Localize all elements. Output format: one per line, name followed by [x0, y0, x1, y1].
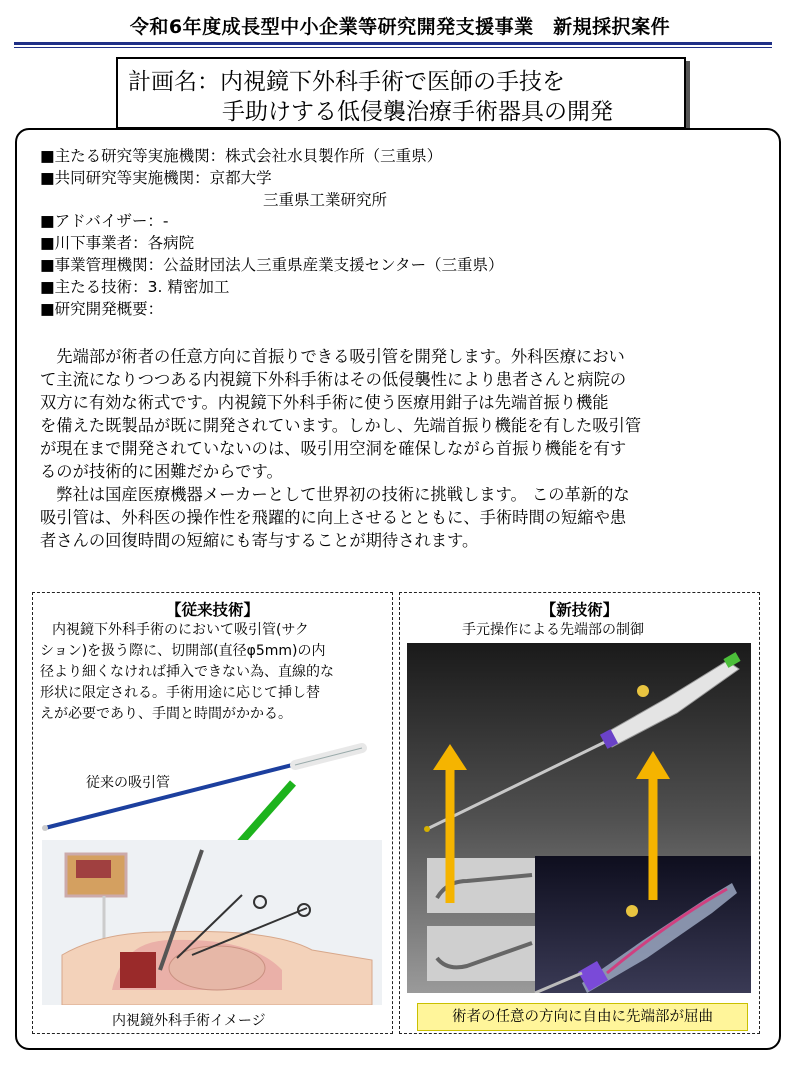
page-title: 令和6年度成長型中小企業等研究開発支援事業 新規採択案件	[129, 16, 671, 38]
info-downstream: ■川下事業者：各病院	[40, 234, 195, 253]
info-joint-institution: ■共同研究等実施機関：京都大学	[40, 168, 272, 187]
summary-line: るのが技術的に困難だからです。	[40, 462, 283, 481]
conventional-tube-label: 従来の吸引管	[86, 775, 170, 791]
summary-line: を備えた既製品が既に開発されています。しかし、先端首振り機能を有した吸引管	[40, 416, 642, 435]
info-main-institution: ■主たる研究等実施機関：株式会社水貝製作所（三重県）	[40, 147, 443, 165]
info-advisor: ■アドバイザー：-	[40, 212, 169, 231]
new-tech-title: 【新技術】	[540, 601, 619, 619]
conventional-text-line: 内視鏡下外科手術のにおいて吸引管(サク	[52, 622, 309, 638]
info-management: ■事業管理機関：公益財団法人三重県産業支援センター（三重県）	[40, 255, 504, 274]
summary-line: 双方に有効な術式です。内視鏡下外科手術に使う医療用鉗子は先端首振り機能	[40, 393, 609, 412]
conventional-text-line: 径より細くなければ挿入できない為、直線的な	[40, 664, 334, 680]
conventional-text-line: えが必要であり、手間と時間がかかる。	[40, 706, 292, 722]
conventional-tech-title: 【従来技術】	[165, 601, 259, 619]
summary-line: て主流になりつつある内視鏡下外科手術はその低侵襲性により患者さんと病院の	[40, 370, 627, 389]
plan-name-box	[116, 57, 686, 129]
project-info-list	[40, 146, 504, 320]
yellow-arrow-icon	[425, 738, 475, 908]
plan-name-line-2: 手助けする低侵襲治療手術器具の開発	[222, 99, 613, 125]
conventional-text-line: 形状に限定される。手術用途に応じて挿し替	[40, 685, 320, 701]
surgery-image-caption: 内視鏡外科手術イメージ	[112, 1013, 266, 1029]
summary-line: 吸引管は、外科医の操作性を飛躍的に向上させるとともに、手術時間の短縮や患	[40, 508, 627, 527]
new-tech-caption: 術者の任意の方向に自由に先端部が屈曲	[417, 1003, 748, 1031]
header-divider-thin	[14, 47, 772, 48]
plan-name-line-1: 計画名：内視鏡下外科手術で医師の手技を	[128, 69, 565, 95]
summary-line: 弊社は国産医療機器メーカーとして世界初の技術に挑戦します。 この革新的な	[40, 485, 630, 504]
new-tech-subtitle: 手元操作による先端部の制御	[462, 622, 644, 638]
header-divider	[14, 42, 772, 45]
info-overview-heading: ■研究開発概要：	[40, 299, 164, 318]
conventional-text-line: ション)を扱う際に、切開部(直径φ5mm)の内	[40, 643, 326, 659]
summary-line: が現在まで開発されていないのは、吸引用空洞を確保しながら首振り機能を有す	[40, 439, 627, 458]
endoscopic-surgery-illustration	[42, 840, 382, 1005]
summary-line: 者さんの回復時間の短縮にも寄与することが期待されます。	[40, 531, 479, 550]
info-joint-institution-2: 三重県工業研究所	[263, 190, 388, 209]
research-summary	[40, 345, 765, 552]
info-technology: ■主たる技術：3. 精密加工	[40, 277, 230, 296]
summary-line: 先端部が術者の任意方向に首振りできる吸引管を開発します。外科医療におい	[40, 347, 625, 366]
yellow-arrow-icon	[628, 745, 678, 905]
